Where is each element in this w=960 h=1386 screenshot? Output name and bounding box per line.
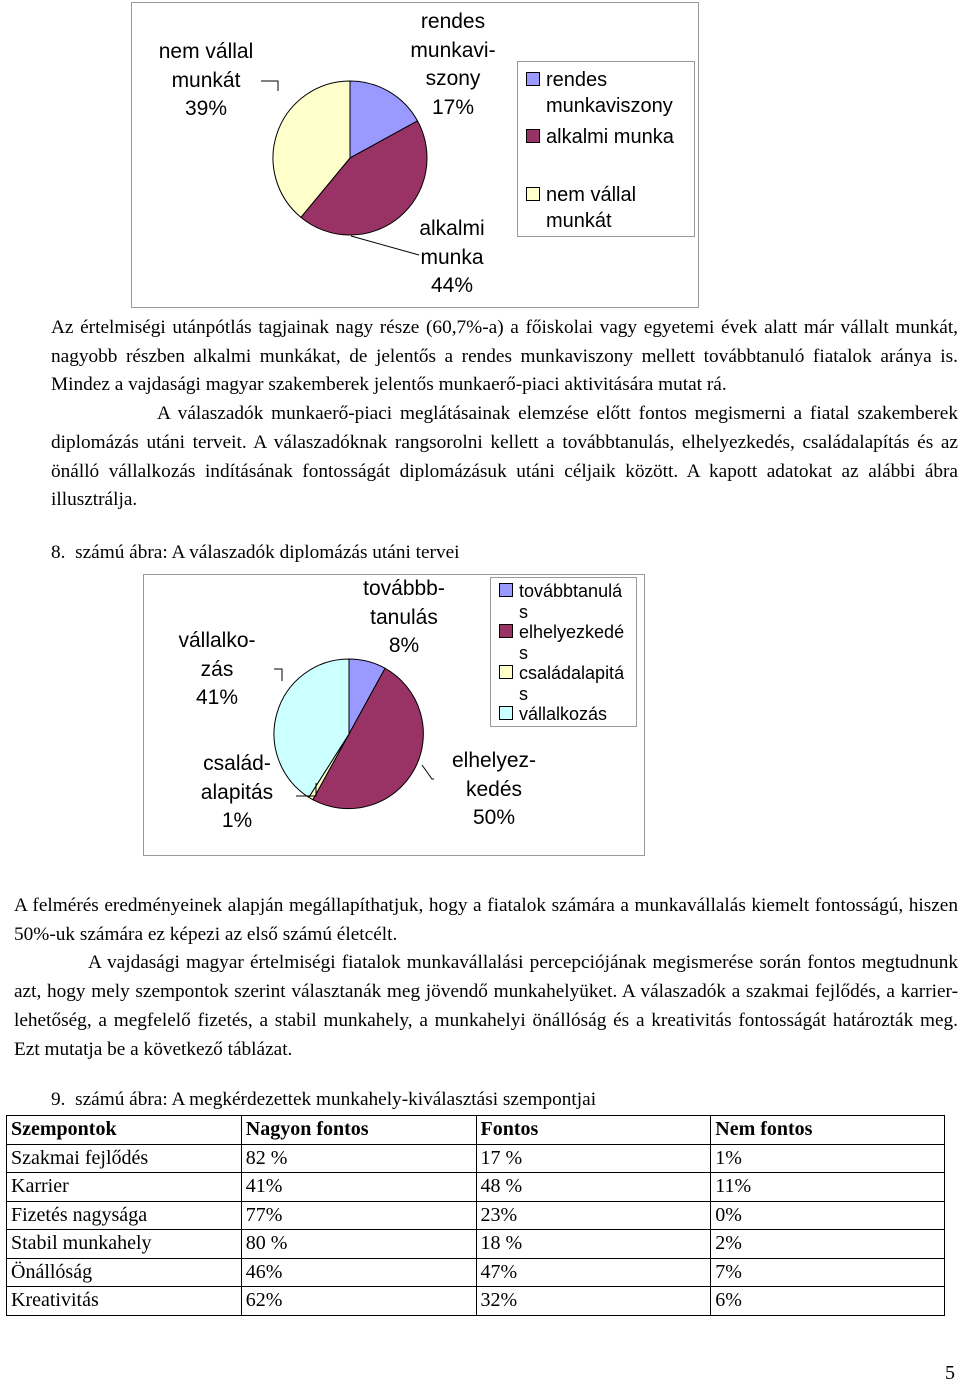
table-row [7,1258,945,1287]
criteria-table [6,1115,945,1316]
figure9-caption: 9. számú ábra: A megkérdezettek munkahely-kiválasztási szempontjai [51,1089,597,1110]
figure8-frame [143,574,645,856]
table-cell: 6% [711,1287,945,1316]
legend-swatch [499,665,513,679]
table-cell: Fizetés nagysága [7,1201,242,1230]
figure8-legend-item-csaladalapitas: családalapitá s [499,663,624,705]
body-text-1 [51,314,958,515]
paragraph: A válaszadók munkaerő-piaci meglátásainak elemzése előtt fontos megismerni a fiatal szakemberek diplomázás utáni terveit. A válaszadóknak rangsorolni kellett a továbbtanulás, elhelyezkedés, családalapítás és az önálló vállalkozás indításának fontosságát diplomázásuk utáni céljaik között. A kapott adatokat az alábbi ábra illusztrálja. [51,403,958,511]
body-text-2 [14,892,958,1064]
table-cell: 17 % [476,1144,711,1173]
table-header: Fontos [476,1116,711,1145]
table-cell: 0% [711,1201,945,1230]
table-cell: 82 % [241,1144,476,1173]
paragraph: A vajdasági magyar értelmiségi fiatalok munkavállalási percepciójának megismerése során fontos megtudnunk azt, hogy mely szempontok szerint választanák meg jövendő munkahelyüket. A válaszadók a szakmai fejlődés, a karrier-lehetőség, a megfelelő fizetés, a stabil munkahely, a munkahelyi önállóság és a kreativitás fontosságát határozták meg. Ezt mutatja be a következő táblázat. [14,952,958,1060]
figure8-leader-line [274,669,282,681]
table-cell: 48 % [476,1173,711,1202]
figure8-label-elhelyezkedes: elhelyez- kedés 50% [451,749,537,829]
chart1-legend-item-nem-vallal: nem vállal munkát [526,182,636,234]
chart1-label-rendes: rendes munkavi- szony 17% [410,10,496,119]
page-number: 5 [945,1362,955,1384]
table-cell: 7% [711,1258,945,1287]
table-header-row [7,1116,945,1145]
table-cell: 62% [241,1287,476,1316]
legend-swatch [526,129,540,143]
table-cell: 47% [476,1258,711,1287]
figure8-legend [490,577,637,727]
table-cell: 18 % [476,1230,711,1259]
legend-swatch [526,187,540,201]
chart1-legend-item-alkalmi: alkalmi munka [526,124,674,150]
table-cell: 2% [711,1230,945,1259]
table-row [7,1230,945,1259]
table-row [7,1144,945,1173]
table-cell: 23% [476,1201,711,1230]
figure8-caption: 8. számú ábra: A válaszadók diplomázás utáni tervei [51,542,460,563]
chart1-frame [131,2,699,308]
table-cell: 1% [711,1144,945,1173]
figure8-label-vallalkozas: vállalko- zás 41% [178,629,256,709]
table-cell: Kreativitás [7,1287,242,1316]
chart1-label-alkalmi: alkalmi munka 44% [419,217,485,297]
chart1-legend [517,61,695,237]
legend-swatch [499,706,513,720]
table-row [7,1287,945,1316]
table-cell: 32% [476,1287,711,1316]
table-cell: Stabil munkahely [7,1230,242,1259]
chart1-label-nem-vallal: nem vállal munkát 39% [158,40,254,120]
table-header: Nem fontos [711,1116,945,1145]
table-cell: 77% [241,1201,476,1230]
table-header: Nagyon fontos [241,1116,476,1145]
figure8-legend-item-vallalkozas: vállalkozás [499,704,607,725]
legend-swatch [499,624,513,638]
legend-swatch [499,583,513,597]
table-header: Szempontok [7,1116,242,1145]
table-cell: Szakmai fejlődés [7,1144,242,1173]
table-cell: 41% [241,1173,476,1202]
table-cell: Karrier [7,1173,242,1202]
figure8-legend-item-tovabbtanulas: továbbtanulá s [499,581,622,623]
table-cell: 11% [711,1173,945,1202]
table-row [7,1201,945,1230]
table-row [7,1173,945,1202]
table-cell: 46% [241,1258,476,1287]
paragraph: Az értelmiségi utánpótlás tagjainak nagy része (60,7%-a) a főiskolai vagy egyetemi évek alatt már vállalt munkát, nagyobb részben alkalmi munkákat, de jelentős a rendes munkaviszony mellett továbbtanuló fiatalok aránya is. Mindez a vajdasági magyar szakemberek jelentős munkaerő-piaci aktivitására mutat rá. [51,317,958,396]
chart1-legend-item-rendes: rendes munkaviszony [526,67,673,119]
table-cell: Önállóság [7,1258,242,1287]
figure8-legend-item-elhelyezkedes: elhelyezkedé s [499,622,624,664]
figure8-label-tovabbtanulas: továbbb- tanulás 8% [363,577,445,657]
figure8-leader-line [422,765,434,779]
paragraph: A felmérés eredményeinek alapján megállapíthatjuk, hogy a fiatalok számára a munkavállalás kiemelt fontosságú, hiszen 50%-uk számára ez képezi az első számú életcélt. [14,895,958,945]
figure8-label-csaladalapitas: család- alapitás 1% [200,752,274,832]
table-cell: 80 % [241,1230,476,1259]
legend-swatch [526,72,540,86]
